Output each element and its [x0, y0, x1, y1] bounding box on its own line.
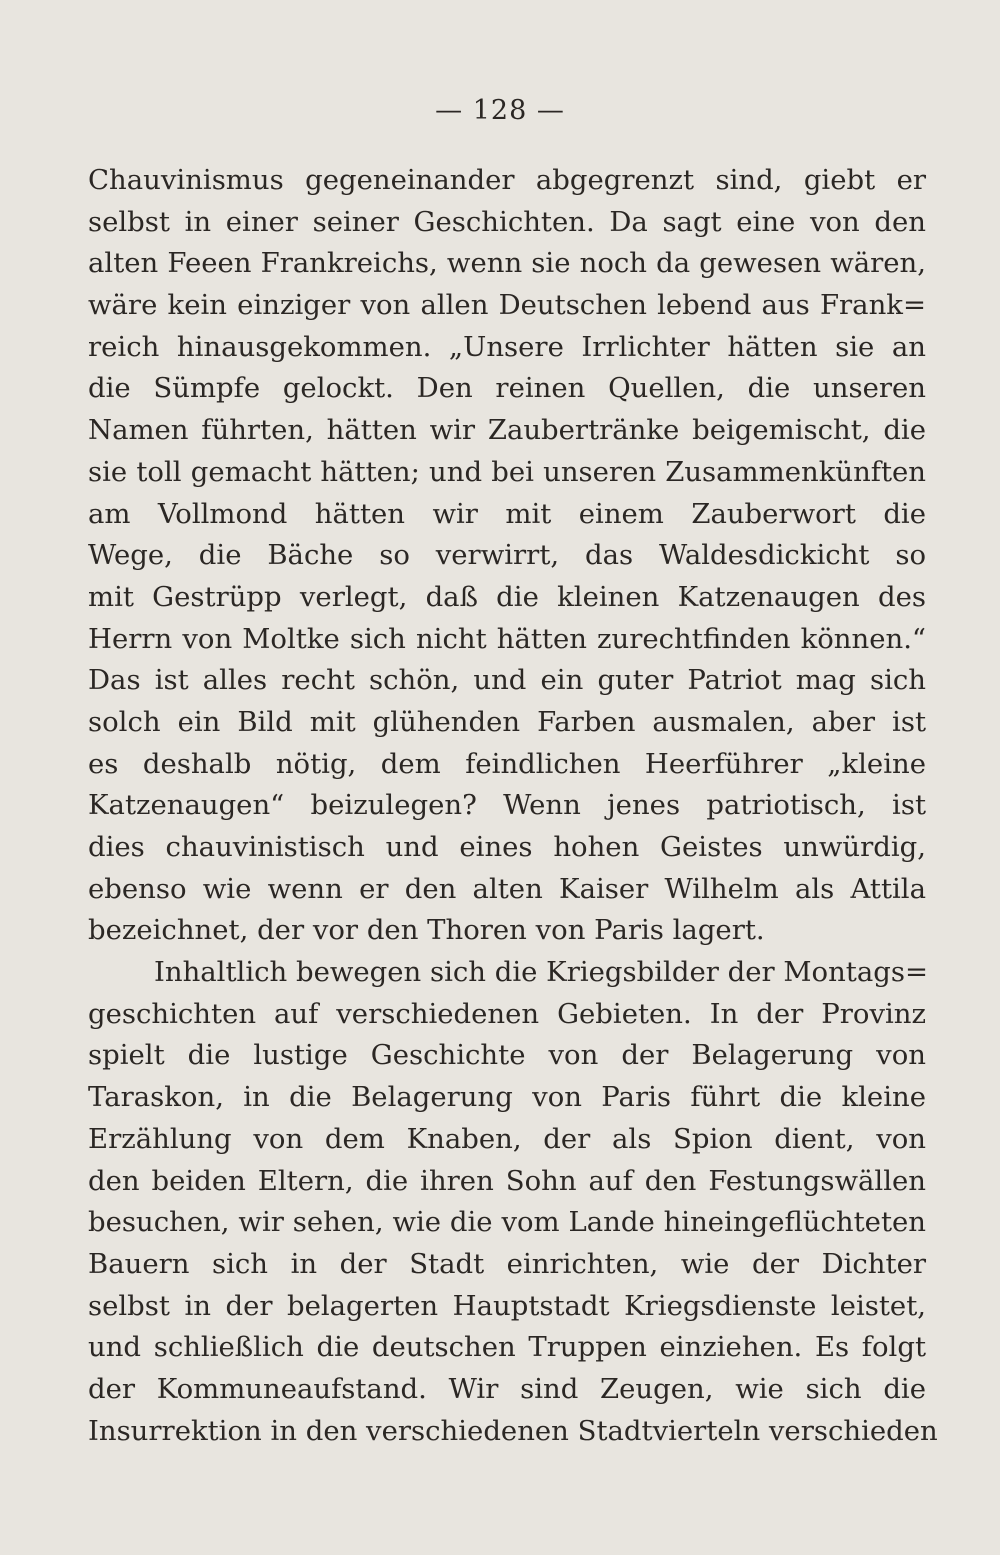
text-line: selbst in einer seiner Geschichten. Da sagt eine von den: [88, 205, 926, 238]
text-line: wäre kein einziger von allen Deutschen lebend aus Frank=: [88, 289, 926, 322]
text-line: Das ist alles recht schön, und ein guter Patriot mag sich: [88, 664, 926, 697]
text-line: sie toll gemacht hätten; und bei unseren Zusammenkünften: [88, 455, 926, 488]
text-line: ebenso wie wenn er den alten Kaiser Wilhelm als Attila: [88, 872, 926, 905]
text-line: Katzenaugen“ beizulegen? Wenn jenes patriotisch, ist: [88, 789, 926, 822]
text-line: Bauern sich in der Stadt einrichten, wie der Dichter: [88, 1247, 926, 1280]
text-line: die Sümpfe gelockt. Den reinen Quellen, die unseren: [88, 372, 926, 405]
text-line: den beiden Eltern, die ihren Sohn auf den Festungswällen: [88, 1164, 926, 1197]
text-line: mit Gestrüpp verlegt, daß die kleinen Katzenaugen des: [88, 580, 926, 613]
text-line: Herrn von Moltke sich nicht hätten zurechtfinden können.“: [88, 622, 926, 655]
text-line: dies chauvinistisch und eines hohen Geistes unwürdig,: [88, 831, 926, 863]
paragraph-end-line: bezeichnet, der vor den Thoren von Paris lagert.: [88, 914, 765, 947]
text-line: der Kommuneaufstand. Wir sind Zeugen, wie sich die: [88, 1372, 926, 1405]
text-line: am Vollmond hätten wir mit einem Zauberwort die: [88, 497, 926, 530]
text-line: reich hinausgekommen. „Unsere Irrlichter hätten sie an: [88, 330, 926, 363]
text-line: Insurrektion in den verschiedenen Stadtvierteln verschieden: [88, 1414, 938, 1447]
text-line: selbst in der belagerten Hauptstadt Kriegsdienste leistet,: [88, 1289, 926, 1322]
text-line: Chauvinismus gegeneinander abgegrenzt sind, giebt er: [88, 164, 926, 196]
text-line: besuchen, wir sehen, wie die vom Lande hineingeflüchteten: [88, 1206, 926, 1239]
body-text: [88, 160, 938, 1452]
text-line: geschichten auf verschiedenen Gebieten. In der Provinz: [88, 997, 926, 1030]
text-line: es deshalb nötig, dem feindlichen Heerführer „kleine: [88, 747, 926, 780]
text-line: Namen führten, hätten wir Zaubertränke beigemischt, die: [88, 414, 926, 447]
page-number: — 128 —: [435, 95, 565, 126]
text-line: solch ein Bild mit glühenden Farben ausmalen, aber ist: [88, 705, 926, 738]
text-line: Wege, die Bäche so verwirrt, das Waldesdickicht so: [88, 539, 926, 572]
text-line: Taraskon, in die Belagerung von Paris führt die kleine: [88, 1081, 926, 1114]
text-line: alten Feeen Frankreichs, wenn sie noch da gewesen wären,: [88, 247, 926, 280]
paragraph-start-line: Inhaltlich bewegen sich die Kriegsbilder der Montags=: [154, 956, 929, 989]
text-line: spielt die lustige Geschichte von der Belagerung von: [88, 1039, 926, 1072]
text-line: Erzählung von dem Knaben, der als Spion dient, von: [88, 1122, 926, 1155]
text-line: und schließlich die deutschen Truppen einziehen. Es folgt: [88, 1331, 926, 1364]
